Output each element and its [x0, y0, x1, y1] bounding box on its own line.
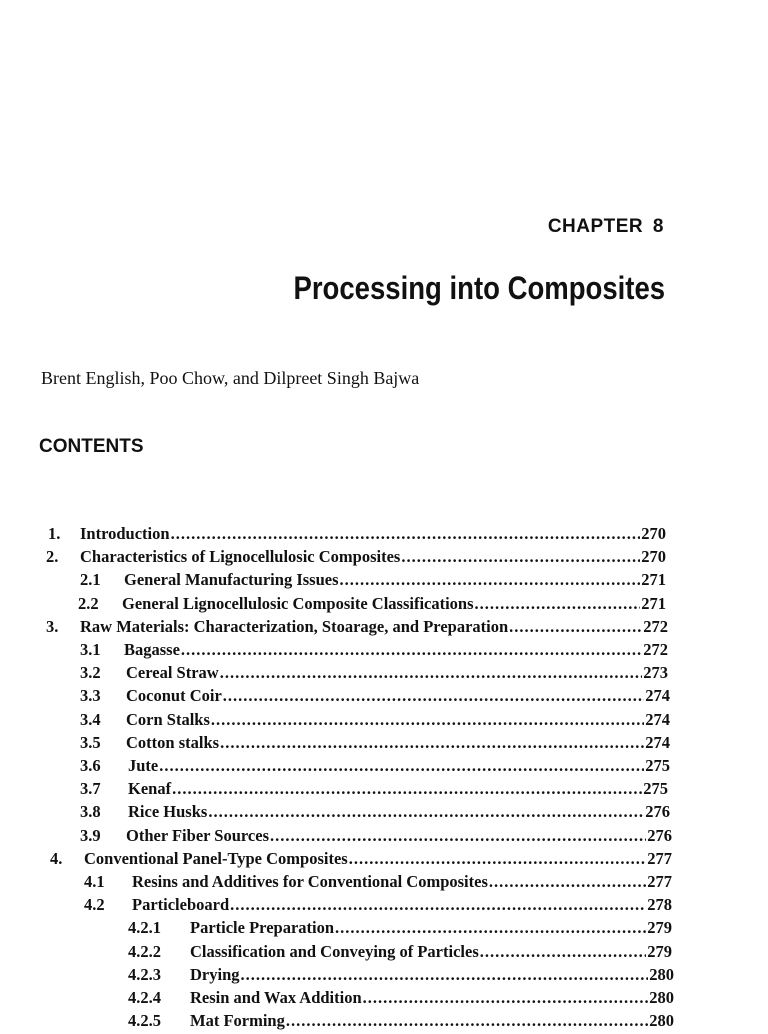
chapter-title: Processing into Composites: [293, 270, 665, 306]
toc-entry-page: 270: [641, 524, 666, 543]
toc-entry-number: 3.3: [80, 686, 101, 706]
toc-entry-label: General Lignocellulosic Composite Classifications: [122, 593, 474, 613]
toc-entry: [46, 617, 668, 640]
toc-leader-dots: [489, 872, 646, 892]
toc-entry-page: 272: [643, 616, 668, 636]
toc-entry-page: 277: [647, 848, 672, 868]
toc-entry-label: Mat Forming: [190, 1011, 285, 1031]
toc-entry: [80, 570, 666, 593]
toc-entry-label: Cereal Straw: [126, 663, 219, 683]
toc-entry-page: 274: [645, 732, 670, 752]
toc-leader-dots: [223, 686, 644, 706]
toc-entry: [84, 872, 672, 895]
toc-entry-page: 271: [641, 570, 666, 590]
toc-entry: [128, 1011, 674, 1034]
toc-entry-label: Introduction: [80, 524, 170, 543]
toc-entry-page: 280: [649, 964, 674, 984]
toc-entry-label: Particleboard: [132, 895, 230, 915]
toc-entry-label: Corn Stalks: [126, 709, 210, 729]
toc-entry: [78, 594, 666, 617]
toc-entry-number: 4.2.1: [128, 918, 161, 938]
toc-entry-label: Bagasse: [124, 640, 180, 659]
toc-leader-dots: [172, 779, 642, 799]
toc-entry-page: 279: [647, 918, 672, 938]
toc-entry-number: 3.8: [80, 802, 101, 822]
toc-entry-page: 270: [641, 547, 666, 567]
toc-leader-dots: [335, 918, 646, 938]
toc-entry-number: 4.2.2: [128, 941, 161, 961]
toc-leader-dots: [363, 988, 649, 1008]
toc-entry-label: Coconut Coir: [126, 686, 222, 706]
toc-entry-number: 3.6: [80, 756, 101, 775]
toc-entry-label: Characteristics of Lignocellulosic Composites: [80, 547, 401, 567]
toc-entry: [80, 733, 670, 756]
toc-leader-dots: [211, 710, 644, 730]
toc-entry-number: 1.: [48, 524, 61, 543]
toc-entry-page: 275: [643, 779, 668, 799]
toc-leader-dots: [181, 640, 642, 660]
toc-leader-dots: [401, 547, 640, 567]
toc-entry-page: 276: [647, 825, 672, 845]
toc-entry: [80, 779, 668, 802]
toc-entry-label: Resin and Wax Addition: [190, 988, 362, 1007]
toc-entry-number: 3.: [46, 616, 59, 636]
authors: Brent English, Poo Chow, and Dilpreet Singh Bajwa: [41, 368, 420, 388]
toc-entry: [80, 802, 670, 825]
toc-entry-label: General Manufacturing Issues: [124, 570, 339, 590]
toc-entry-label: Classification and Conveying of Particles: [190, 941, 479, 961]
toc-leader-dots: [208, 802, 644, 822]
toc-entry-label: Rice Husks: [128, 802, 208, 822]
toc-leader-dots: [270, 826, 646, 846]
toc-entry-number: 4.: [50, 848, 63, 868]
toc-entry-number: 4.2.5: [128, 1011, 161, 1031]
toc-leader-dots: [159, 756, 644, 776]
toc-entry: [80, 710, 670, 733]
toc-leader-dots: [340, 570, 641, 590]
toc-entry-number: 4.2.4: [128, 988, 161, 1007]
toc-entry-page: 276: [645, 802, 670, 822]
toc-entry-page: 278: [647, 895, 672, 915]
toc-entry: [48, 524, 666, 547]
toc-entry: [84, 895, 672, 918]
toc-entry-number: 3.7: [80, 779, 101, 799]
toc-entry-number: 3.2: [80, 663, 101, 683]
toc-entry-label: Conventional Panel-Type Composites: [84, 848, 348, 868]
toc-entry: [80, 826, 672, 849]
toc-entry-number: 4.1: [84, 872, 105, 891]
toc-entry-page: 277: [647, 872, 672, 891]
toc-entry-label: Jute: [128, 756, 159, 775]
toc-leader-dots: [220, 733, 644, 753]
toc-entry: [128, 918, 672, 941]
toc-entry-label: Raw Materials: Characterization, Stoarage, and Preparation: [80, 616, 509, 636]
toc-entry-number: 2.2: [78, 593, 99, 613]
contents-heading: CONTENTS: [39, 436, 144, 457]
toc-entry-number: 3.1: [80, 640, 101, 659]
toc-entry-page: 275: [645, 756, 670, 775]
toc-entry-page: 274: [645, 709, 670, 729]
toc-leader-dots: [480, 942, 647, 962]
toc-leader-dots: [349, 849, 647, 869]
toc-entry: [80, 686, 670, 709]
toc-leader-dots: [475, 594, 641, 614]
toc-entry-page: 280: [649, 988, 674, 1007]
toc-entry: [46, 547, 666, 570]
toc-leader-dots: [241, 965, 649, 985]
toc-entry-number: 4.2: [84, 895, 105, 915]
toc-entry-label: Other Fiber Sources: [126, 825, 269, 845]
toc-entry-number: 3.9: [80, 825, 101, 845]
toc-entry: [80, 756, 670, 779]
toc-entry-page: 273: [643, 663, 668, 683]
toc-entry-page: 274: [645, 686, 670, 706]
toc-leader-dots: [509, 617, 642, 637]
toc-leader-dots: [230, 895, 646, 915]
toc-entry-number: 2.1: [80, 570, 101, 590]
toc-entry-page: 279: [647, 941, 672, 961]
toc-entry: [50, 849, 672, 872]
toc-entry-page: 272: [643, 640, 668, 659]
toc-entry-number: 3.5: [80, 732, 101, 752]
toc-entry: [80, 663, 668, 686]
chapter-label: CHAPTER 8: [547, 216, 664, 237]
toc-entry-number: 2.: [46, 547, 59, 567]
toc-entry-page: 271: [641, 593, 666, 613]
toc-leader-dots: [171, 524, 641, 544]
toc-entry-label: Kenaf: [128, 779, 172, 799]
toc-entry-number: 4.2.3: [128, 964, 161, 984]
toc-entry-label: Particle Preparation: [190, 918, 335, 938]
toc-entry-label: Drying: [190, 964, 240, 984]
toc-entry-number: 3.4: [80, 709, 101, 729]
toc-leader-dots: [220, 663, 643, 683]
toc-entry: [128, 965, 674, 988]
toc-entry: [128, 988, 674, 1011]
toc-leader-dots: [286, 1011, 648, 1031]
toc-entry-label: Cotton stalks: [126, 732, 220, 752]
toc-entry-label: Resins and Additives for Conventional Composites: [132, 872, 488, 891]
toc-entry: [128, 942, 672, 965]
toc-entry-page: 280: [649, 1011, 674, 1031]
toc-entry: [80, 640, 668, 663]
